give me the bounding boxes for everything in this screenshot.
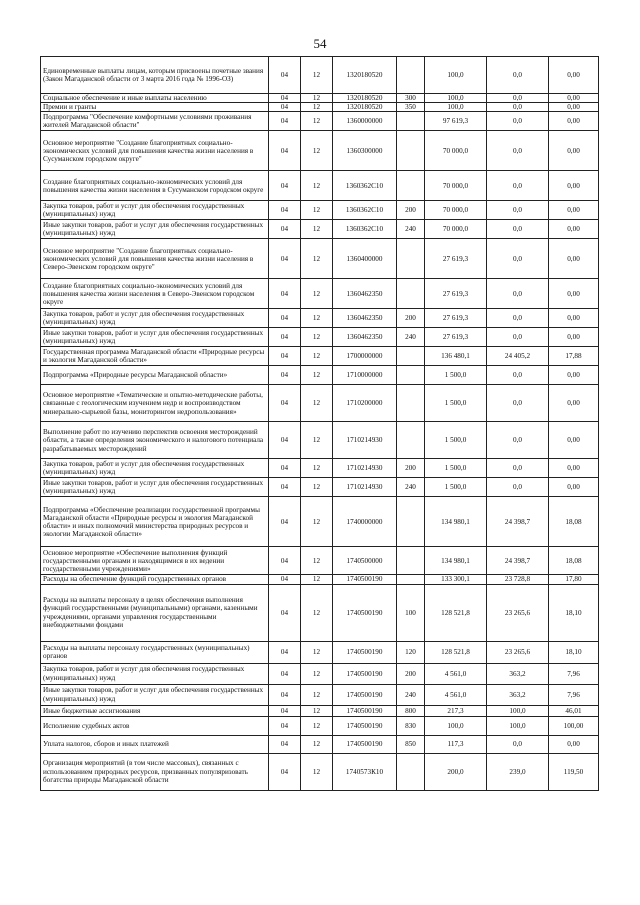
row-subsection-cell: 12 — [301, 663, 333, 684]
row-section-cell: 04 — [269, 103, 301, 112]
row-expense-type-cell — [397, 385, 425, 422]
row-target-article-cell: 1740500190 — [333, 663, 397, 684]
row-plan-cell: 1 500,0 — [425, 478, 487, 497]
row-percent-cell: 0,00 — [549, 57, 599, 94]
table-row — [41, 239, 599, 279]
budget-table — [40, 56, 599, 791]
row-expense-type-cell: 850 — [397, 735, 425, 753]
row-percent-cell: 0,00 — [549, 385, 599, 422]
row-expense-type-cell — [397, 753, 425, 790]
row-plan-cell: 100,0 — [425, 57, 487, 94]
table-row — [41, 422, 599, 459]
row-fact-cell: 24 405,2 — [487, 347, 549, 366]
row-percent-cell: 0,00 — [549, 201, 599, 220]
row-plan-cell: 134 980,1 — [425, 547, 487, 575]
row-section-cell: 04 — [269, 497, 301, 547]
row-name-cell: Расходы на выплаты персоналу государственных (муниципальных) органов — [41, 641, 269, 663]
row-section-cell: 04 — [269, 57, 301, 94]
row-target-article-cell: 1710214930 — [333, 422, 397, 459]
row-section-cell: 04 — [269, 366, 301, 385]
row-name-cell: Расходы на обеспечение функций государственных органов — [41, 575, 269, 584]
row-target-article-cell: 1710214930 — [333, 478, 397, 497]
row-plan-cell: 1 500,0 — [425, 385, 487, 422]
row-fact-cell: 0,0 — [487, 201, 549, 220]
row-name-cell: Иные бюджетные ассигнования — [41, 705, 269, 716]
row-section-cell: 04 — [269, 547, 301, 575]
row-plan-cell: 133 300,1 — [425, 575, 487, 584]
row-fact-cell: 23 728,8 — [487, 575, 549, 584]
row-name-cell: Выполнение работ по изучению перспектив освоения месторождений области, а также определения экономического и налогового потенциала разрабатываемых месторождений — [41, 422, 269, 459]
row-subsection-cell: 12 — [301, 309, 333, 328]
table-row — [41, 641, 599, 663]
row-section-cell: 04 — [269, 347, 301, 366]
row-plan-cell: 1 500,0 — [425, 459, 487, 478]
row-expense-type-cell — [397, 57, 425, 94]
row-section-cell: 04 — [269, 641, 301, 663]
row-expense-type-cell — [397, 366, 425, 385]
row-name-cell: Подпрограмма «Природные ресурсы Магаданской области» — [41, 366, 269, 385]
row-target-article-cell: 1320180520 — [333, 103, 397, 112]
row-expense-type-cell — [397, 131, 425, 171]
row-subsection-cell: 12 — [301, 705, 333, 716]
row-name-cell: Иные закупки товаров, работ и услуг для обеспечения государственных (муниципальных) нужд — [41, 684, 269, 705]
row-name-cell: Основное мероприятие «Обеспечение выполнения функций государственными органами и находящимися в их ведении государственными учреждениями» — [41, 547, 269, 575]
row-expense-type-cell — [397, 547, 425, 575]
table-row — [41, 753, 599, 790]
table-row — [41, 547, 599, 575]
row-percent-cell: 0,00 — [549, 239, 599, 279]
row-target-article-cell: 1740500190 — [333, 735, 397, 753]
row-target-article-cell: 1740000000 — [333, 497, 397, 547]
row-fact-cell: 0,0 — [487, 57, 549, 94]
row-target-article-cell: 1320180520 — [333, 57, 397, 94]
row-percent-cell: 0,00 — [549, 478, 599, 497]
row-subsection-cell: 12 — [301, 220, 333, 239]
row-name-cell: Закупка товаров, работ и услуг для обеспечения государственных (муниципальных) нужд — [41, 663, 269, 684]
row-plan-cell: 4 561,0 — [425, 663, 487, 684]
row-expense-type-cell: 200 — [397, 309, 425, 328]
row-section-cell: 04 — [269, 422, 301, 459]
row-section-cell: 04 — [269, 575, 301, 584]
row-subsection-cell: 12 — [301, 131, 333, 171]
row-expense-type-cell: 800 — [397, 705, 425, 716]
row-section-cell: 04 — [269, 201, 301, 220]
row-plan-cell: 70 000,0 — [425, 220, 487, 239]
row-plan-cell: 128 521,8 — [425, 641, 487, 663]
row-name-cell: Основное мероприятие «Тематические и опытно-методические работы, связанные с геологическим изучением недр и воспроизводством минерально-сырьевой базы, мониторингом недропользования» — [41, 385, 269, 422]
row-plan-cell: 100,0 — [425, 94, 487, 103]
table-row — [41, 716, 599, 735]
row-target-article-cell: 1710200000 — [333, 385, 397, 422]
row-percent-cell: 0,00 — [549, 459, 599, 478]
table-row — [41, 663, 599, 684]
row-plan-cell: 117,3 — [425, 735, 487, 753]
row-target-article-cell: 1700000000 — [333, 347, 397, 366]
row-section-cell: 04 — [269, 684, 301, 705]
row-fact-cell: 363,2 — [487, 663, 549, 684]
row-fact-cell: 0,0 — [487, 239, 549, 279]
table-row — [41, 684, 599, 705]
row-percent-cell: 119,50 — [549, 753, 599, 790]
row-fact-cell: 24 398,7 — [487, 497, 549, 547]
row-subsection-cell: 12 — [301, 279, 333, 309]
row-subsection-cell: 12 — [301, 171, 333, 201]
row-fact-cell: 0,0 — [487, 220, 549, 239]
table-row — [41, 584, 599, 641]
row-fact-cell: 100,0 — [487, 705, 549, 716]
table-row — [41, 328, 599, 347]
row-expense-type-cell — [397, 171, 425, 201]
table-row — [41, 735, 599, 753]
row-percent-cell: 7,96 — [549, 663, 599, 684]
row-section-cell: 04 — [269, 309, 301, 328]
row-percent-cell: 7,96 — [549, 684, 599, 705]
row-subsection-cell: 12 — [301, 94, 333, 103]
row-expense-type-cell: 200 — [397, 201, 425, 220]
row-subsection-cell: 12 — [301, 112, 333, 131]
row-subsection-cell: 12 — [301, 684, 333, 705]
row-plan-cell: 97 619,3 — [425, 112, 487, 131]
row-expense-type-cell: 350 — [397, 103, 425, 112]
row-target-article-cell: 1320180520 — [333, 94, 397, 103]
row-subsection-cell: 12 — [301, 716, 333, 735]
row-fact-cell: 0,0 — [487, 459, 549, 478]
row-fact-cell: 100,0 — [487, 716, 549, 735]
row-section-cell: 04 — [269, 735, 301, 753]
row-percent-cell: 0,00 — [549, 171, 599, 201]
row-plan-cell: 136 480,1 — [425, 347, 487, 366]
row-subsection-cell: 12 — [301, 328, 333, 347]
row-percent-cell: 17,80 — [549, 575, 599, 584]
row-expense-type-cell: 200 — [397, 663, 425, 684]
table-row — [41, 705, 599, 716]
row-plan-cell: 1 500,0 — [425, 422, 487, 459]
row-name-cell: Расходы на выплаты персоналу в целях обеспечения выполнения функций государственными (муниципальными) органами, казенными учреждениями, органами управления государственными внебюджетными фондами — [41, 584, 269, 641]
row-fact-cell: 0,0 — [487, 366, 549, 385]
row-plan-cell: 70 000,0 — [425, 171, 487, 201]
row-name-cell: Подпрограмма «Обеспечение реализации государственной программы Магаданской области «Природные ресурсы и экология Магаданской области» и иных полномочий министерства природных ресурсов и экологии Магаданской области» — [41, 497, 269, 547]
row-subsection-cell: 12 — [301, 735, 333, 753]
row-subsection-cell: 12 — [301, 201, 333, 220]
row-plan-cell: 217,3 — [425, 705, 487, 716]
row-fact-cell: 0,0 — [487, 422, 549, 459]
row-subsection-cell: 12 — [301, 239, 333, 279]
row-section-cell: 04 — [269, 239, 301, 279]
row-fact-cell: 0,0 — [487, 385, 549, 422]
row-expense-type-cell — [397, 497, 425, 547]
row-name-cell: Закупка товаров, работ и услуг для обеспечения государственных (муниципальных) нужд — [41, 459, 269, 478]
row-target-article-cell: 1740500190 — [333, 575, 397, 584]
row-expense-type-cell: 240 — [397, 478, 425, 497]
row-section-cell: 04 — [269, 171, 301, 201]
row-fact-cell: 23 265,6 — [487, 584, 549, 641]
table-row — [41, 131, 599, 171]
row-section-cell: 04 — [269, 716, 301, 735]
row-fact-cell: 0,0 — [487, 171, 549, 201]
row-name-cell: Основное мероприятие "Создание благоприятных социально-экономических условий для повышения качества жизни населения в Северо-Эвенском городском округе" — [41, 239, 269, 279]
row-target-article-cell: 1360362С10 — [333, 201, 397, 220]
row-percent-cell: 18,10 — [549, 584, 599, 641]
row-fact-cell: 0,0 — [487, 103, 549, 112]
row-name-cell: Подпрограмма "Обеспечение комфортными условиями проживания жителей Магаданской области" — [41, 112, 269, 131]
table-row — [41, 57, 599, 94]
row-section-cell: 04 — [269, 220, 301, 239]
row-fact-cell: 0,0 — [487, 309, 549, 328]
table-row — [41, 112, 599, 131]
row-section-cell: 04 — [269, 112, 301, 131]
table-row — [41, 478, 599, 497]
row-fact-cell: 0,0 — [487, 328, 549, 347]
row-target-article-cell: 1360362С10 — [333, 171, 397, 201]
row-target-article-cell: 1710214930 — [333, 459, 397, 478]
row-subsection-cell: 12 — [301, 103, 333, 112]
row-subsection-cell: 12 — [301, 641, 333, 663]
row-plan-cell: 70 000,0 — [425, 131, 487, 171]
row-percent-cell: 0,00 — [549, 131, 599, 171]
row-name-cell: Организация мероприятий (в том числе массовых), связанных с использованием природных ресурсов, призванных популяризовать богатства природы Магаданской области — [41, 753, 269, 790]
table-row — [41, 347, 599, 366]
row-percent-cell: 0,00 — [549, 94, 599, 103]
table-row — [41, 309, 599, 328]
row-fact-cell: 0,0 — [487, 279, 549, 309]
row-subsection-cell: 12 — [301, 422, 333, 459]
row-target-article-cell: 1740500000 — [333, 547, 397, 575]
row-section-cell: 04 — [269, 459, 301, 478]
row-target-article-cell: 1360462350 — [333, 328, 397, 347]
row-subsection-cell: 12 — [301, 547, 333, 575]
table-row — [41, 103, 599, 112]
row-percent-cell: 0,00 — [549, 279, 599, 309]
row-expense-type-cell: 830 — [397, 716, 425, 735]
row-name-cell: Иные закупки товаров, работ и услуг для обеспечения государственных (муниципальных) нужд — [41, 478, 269, 497]
row-plan-cell: 27 619,3 — [425, 279, 487, 309]
row-name-cell: Основное мероприятие "Создание благоприятных социально-экономических условий для повышения качества жизни населения в Сусуманском городском округе" — [41, 131, 269, 171]
row-name-cell: Премии и гранты — [41, 103, 269, 112]
row-percent-cell: 0,00 — [549, 309, 599, 328]
row-target-article-cell: 1740573К10 — [333, 753, 397, 790]
row-expense-type-cell: 240 — [397, 220, 425, 239]
row-fact-cell: 0,0 — [487, 112, 549, 131]
row-section-cell: 04 — [269, 328, 301, 347]
row-percent-cell: 0,00 — [549, 112, 599, 131]
row-plan-cell: 27 619,3 — [425, 309, 487, 328]
row-name-cell: Иные закупки товаров, работ и услуг для обеспечения государственных (муниципальных) нужд — [41, 328, 269, 347]
row-expense-type-cell — [397, 279, 425, 309]
row-expense-type-cell: 100 — [397, 584, 425, 641]
row-plan-cell: 1 500,0 — [425, 366, 487, 385]
row-subsection-cell: 12 — [301, 366, 333, 385]
row-fact-cell: 23 265,6 — [487, 641, 549, 663]
row-name-cell: Социальное обеспечение и иные выплаты населению — [41, 94, 269, 103]
row-plan-cell: 27 619,3 — [425, 239, 487, 279]
row-percent-cell: 0,00 — [549, 220, 599, 239]
row-subsection-cell: 12 — [301, 385, 333, 422]
row-name-cell: Создание благоприятных социально-экономических условий для повышения качества жизни населения в Северо-Эвенском городском округе — [41, 279, 269, 309]
row-plan-cell: 200,0 — [425, 753, 487, 790]
row-target-article-cell: 1360400000 — [333, 239, 397, 279]
table-row — [41, 497, 599, 547]
row-percent-cell: 46,01 — [549, 705, 599, 716]
row-section-cell: 04 — [269, 663, 301, 684]
row-expense-type-cell: 240 — [397, 328, 425, 347]
row-name-cell: Исполнение судебных актов — [41, 716, 269, 735]
row-plan-cell: 70 000,0 — [425, 201, 487, 220]
row-name-cell: Закупка товаров, работ и услуг для обеспечения государственных (муниципальных) нужд — [41, 309, 269, 328]
row-subsection-cell: 12 — [301, 57, 333, 94]
row-name-cell: Единовременные выплаты лицам, которым присвоены почетные звания (Закон Магаданской области от 3 марта 2016 года № 1996-ОЗ) — [41, 57, 269, 94]
row-fact-cell: 0,0 — [487, 735, 549, 753]
row-section-cell: 04 — [269, 705, 301, 716]
table-row — [41, 201, 599, 220]
row-expense-type-cell — [397, 112, 425, 131]
row-target-article-cell: 1360000000 — [333, 112, 397, 131]
table-row — [41, 220, 599, 239]
row-percent-cell: 0,00 — [549, 103, 599, 112]
row-section-cell: 04 — [269, 94, 301, 103]
row-target-article-cell: 1710000000 — [333, 366, 397, 385]
row-expense-type-cell: 120 — [397, 641, 425, 663]
row-percent-cell: 100,00 — [549, 716, 599, 735]
row-subsection-cell: 12 — [301, 584, 333, 641]
row-expense-type-cell — [397, 422, 425, 459]
table-row — [41, 366, 599, 385]
row-fact-cell: 0,0 — [487, 131, 549, 171]
row-target-article-cell: 1360362С10 — [333, 220, 397, 239]
row-expense-type-cell: 300 — [397, 94, 425, 103]
row-target-article-cell: 1740500190 — [333, 584, 397, 641]
row-subsection-cell: 12 — [301, 459, 333, 478]
row-name-cell: Государственная программа Магаданской области «Природные ресурсы и экология Магаданской области» — [41, 347, 269, 366]
row-fact-cell: 0,0 — [487, 478, 549, 497]
row-fact-cell: 239,0 — [487, 753, 549, 790]
row-expense-type-cell: 200 — [397, 459, 425, 478]
row-expense-type-cell — [397, 575, 425, 584]
row-percent-cell: 0,00 — [549, 366, 599, 385]
table-row — [41, 459, 599, 478]
row-expense-type-cell — [397, 239, 425, 279]
table-body — [41, 57, 599, 791]
row-section-cell: 04 — [269, 385, 301, 422]
row-plan-cell: 100,0 — [425, 716, 487, 735]
row-subsection-cell: 12 — [301, 753, 333, 790]
row-plan-cell: 134 980,1 — [425, 497, 487, 547]
row-section-cell: 04 — [269, 753, 301, 790]
row-plan-cell: 128 521,8 — [425, 584, 487, 641]
row-plan-cell: 100,0 — [425, 103, 487, 112]
row-subsection-cell: 12 — [301, 575, 333, 584]
row-subsection-cell: 12 — [301, 347, 333, 366]
row-section-cell: 04 — [269, 478, 301, 497]
table-row — [41, 279, 599, 309]
row-target-article-cell: 1360462350 — [333, 309, 397, 328]
row-target-article-cell: 1740500190 — [333, 705, 397, 716]
row-fact-cell: 24 398,7 — [487, 547, 549, 575]
row-name-cell: Закупка товаров, работ и услуг для обеспечения государственных (муниципальных) нужд — [41, 201, 269, 220]
row-name-cell: Уплата налогов, сборов и иных платежей — [41, 735, 269, 753]
row-expense-type-cell — [397, 347, 425, 366]
row-percent-cell: 18,08 — [549, 497, 599, 547]
row-name-cell: Создание благоприятных социально-экономических условий для повышения качества жизни населения в Сусуманском городском округе — [41, 171, 269, 201]
row-percent-cell: 0,00 — [549, 422, 599, 459]
row-target-article-cell: 1740500190 — [333, 684, 397, 705]
row-target-article-cell: 1360462350 — [333, 279, 397, 309]
row-target-article-cell: 1740500190 — [333, 716, 397, 735]
page-number: 54 — [313, 36, 327, 51]
row-fact-cell: 363,2 — [487, 684, 549, 705]
table-row — [41, 94, 599, 103]
table-row — [41, 575, 599, 584]
row-expense-type-cell: 240 — [397, 684, 425, 705]
row-section-cell: 04 — [269, 584, 301, 641]
row-target-article-cell: 1740500190 — [333, 641, 397, 663]
row-percent-cell: 17,88 — [549, 347, 599, 366]
row-section-cell: 04 — [269, 131, 301, 171]
table-row — [41, 171, 599, 201]
row-name-cell: Иные закупки товаров, работ и услуг для обеспечения государственных (муниципальных) нужд — [41, 220, 269, 239]
row-section-cell: 04 — [269, 279, 301, 309]
row-percent-cell: 18,08 — [549, 547, 599, 575]
row-fact-cell: 0,0 — [487, 94, 549, 103]
row-plan-cell: 4 561,0 — [425, 684, 487, 705]
row-percent-cell: 0,00 — [549, 735, 599, 753]
row-percent-cell: 0,00 — [549, 328, 599, 347]
row-percent-cell: 18,10 — [549, 641, 599, 663]
row-plan-cell: 27 619,3 — [425, 328, 487, 347]
row-target-article-cell: 1360300000 — [333, 131, 397, 171]
table-row — [41, 385, 599, 422]
row-subsection-cell: 12 — [301, 497, 333, 547]
row-subsection-cell: 12 — [301, 478, 333, 497]
